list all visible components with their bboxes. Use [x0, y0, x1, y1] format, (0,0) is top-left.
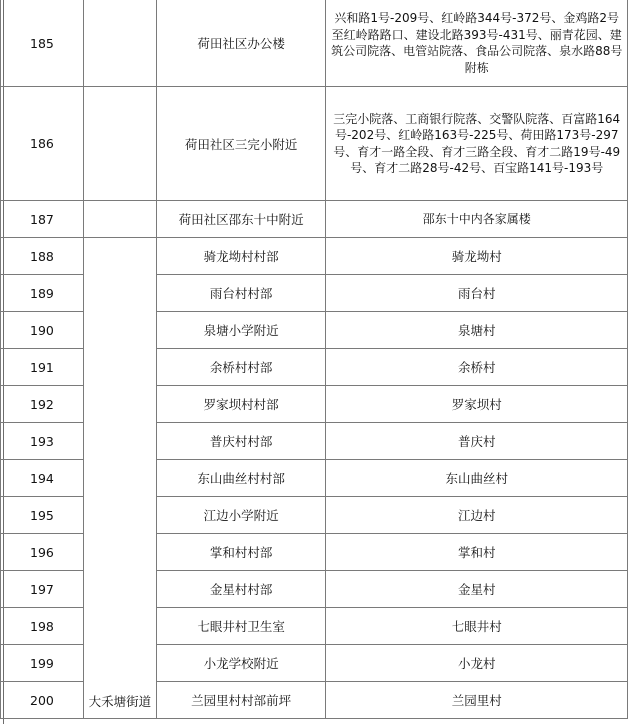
coverage-area: 东山曲丝村: [326, 460, 628, 497]
row-number: 192: [1, 386, 84, 423]
site-name: 余桥村村部: [156, 349, 326, 386]
row-number: 197: [1, 571, 84, 608]
district-cell: [83, 201, 156, 238]
site-name: 小龙学校附近: [156, 645, 326, 682]
row-number: 188: [1, 238, 84, 275]
site-name: 雨台村村部: [156, 275, 326, 312]
district-cell: [83, 87, 156, 201]
coverage-area: 小龙村: [326, 645, 628, 682]
site-name: 东山曲丝村村部: [156, 460, 326, 497]
table-row: [1, 201, 628, 238]
coverage-area: 泉塘村: [326, 312, 628, 349]
row-number: 196: [1, 534, 84, 571]
site-name: 兰园里村村部前坪: [156, 682, 326, 719]
coverage-area: 三完小院落、工商银行院落、交警队院落、百富路164号-202号、红岭路163号-225号、荷田路173号-297号、育才一路全段、育才三路全段、育才二路19号-49号、育才二路28号-42号、百宝路141号-193号: [326, 87, 628, 201]
row-number: 199: [1, 645, 84, 682]
site-name: 罗家坝村村部: [156, 386, 326, 423]
row-number: 190: [1, 312, 84, 349]
coverage-area: 江边村: [326, 497, 628, 534]
row-number: 195: [1, 497, 84, 534]
row-number: 194: [1, 460, 84, 497]
coverage-area: 雨台村: [326, 275, 628, 312]
row-number: 193: [1, 423, 84, 460]
site-name: 骑龙坳村村部: [156, 238, 326, 275]
site-name: 掌和村村部: [156, 534, 326, 571]
row-number: 198: [1, 608, 84, 645]
district-cell: [83, 0, 156, 87]
coverage-area: 邵东十中内各家属楼: [326, 201, 628, 238]
coverage-area: 兰园里村: [326, 682, 628, 719]
table-row: [1, 0, 628, 87]
site-name: 江边小学附近: [156, 497, 326, 534]
row-number: 186: [1, 87, 84, 201]
coverage-area: 七眼井村: [326, 608, 628, 645]
coverage-area: 普庆村: [326, 423, 628, 460]
site-name: 荷田社区办公楼: [156, 0, 326, 87]
row-number: 187: [1, 201, 84, 238]
row-number: 200: [1, 682, 84, 719]
site-name: 普庆村村部: [156, 423, 326, 460]
row-number: 191: [1, 349, 84, 386]
site-name: 荷田社区三完小附近: [156, 87, 326, 201]
coverage-area: 金星村: [326, 571, 628, 608]
coverage-area: 骑龙坳村: [326, 238, 628, 275]
site-name: 金星村村部: [156, 571, 326, 608]
coverage-area: 余桥村: [326, 349, 628, 386]
row-number: 185: [1, 0, 84, 87]
site-name: 泉塘小学附近: [156, 312, 326, 349]
table-row: [1, 238, 628, 275]
table-row: [1, 87, 628, 201]
site-name: 荷田社区邵东十中附近: [156, 201, 326, 238]
district-name: 大禾塘街道: [83, 238, 156, 719]
coverage-area: 掌和村: [326, 534, 628, 571]
coverage-area: 罗家坝村: [326, 386, 628, 423]
coverage-area: 兴和路1号-209号、红岭路344号-372号、金鸡路2号至红岭路路口、建设北路393号-431号、丽青花园、建筑公司院落、电管站院落、食品公司院落、泉水路88号附栋: [326, 0, 628, 87]
site-name: 七眼井村卫生室: [156, 608, 326, 645]
row-number: 189: [1, 275, 84, 312]
